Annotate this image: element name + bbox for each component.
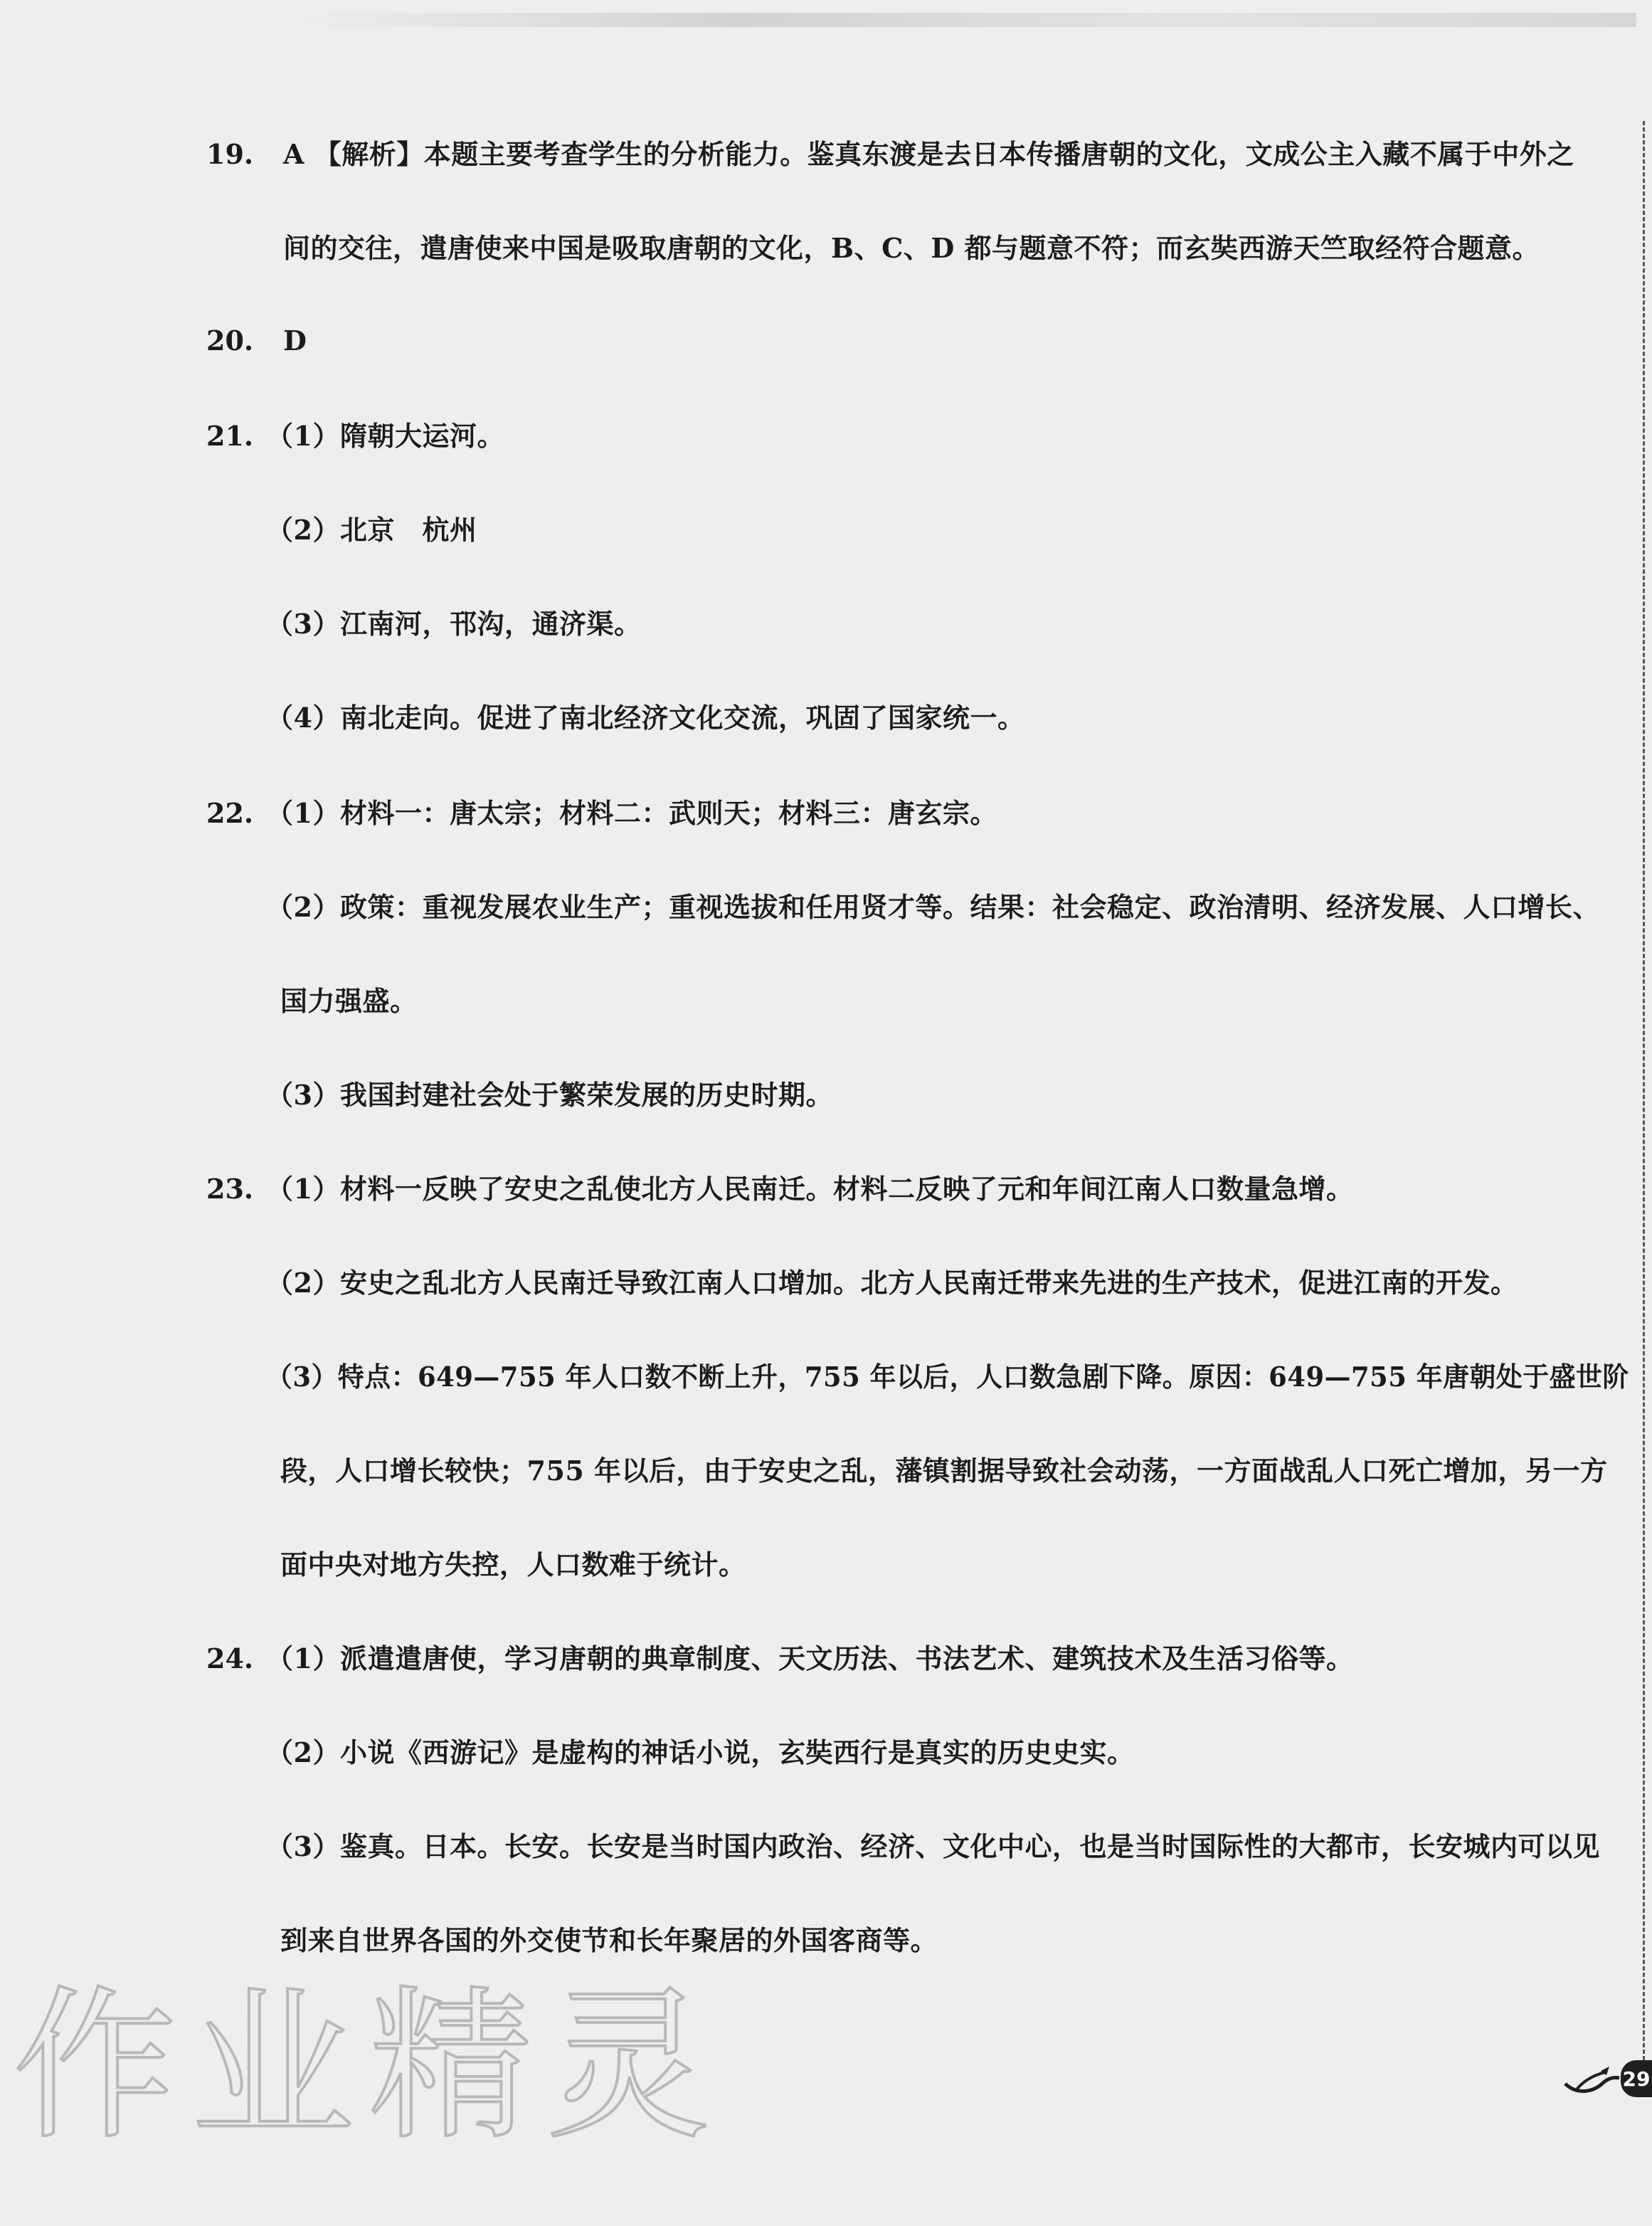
q24-part-1: （1）派遣遣唐使，学习唐朝的典章制度、天文历法、书法艺术、建筑技术及生活习俗等。 — [266, 1642, 1354, 1674]
q24-part-2: （2）小说《西游记》是虚构的神话小说，玄奘西行是真实的历史史实。 — [266, 1736, 1135, 1768]
q23-part-3a: （3）特点：649—755 年人口数不断上升，755 年以后，人口数急剧下降。原因：649—755 年唐朝处于盛世阶 — [266, 1361, 1629, 1393]
q21-part-3: （3）江南河，邗沟，通济渠。 — [266, 608, 642, 640]
q22-part-3: （3）我国封建社会处于繁荣发展的历史时期。 — [266, 1079, 833, 1111]
q23-part-3c: 面中央对地方失控，人口数难于统计。 — [280, 1549, 746, 1581]
q23-part-1: （1）材料一反映了安史之乱使北方人民南迁。材料二反映了元和年间江南人口数量急增。 — [266, 1173, 1354, 1205]
q19-line-1: A 【解析】本题主要考查学生的分析能力。鉴真东渡是去日本传播唐朝的文化，文成公主入藏不属于中外之 — [283, 138, 1574, 170]
q21-part-2: （2）北京 杭州 — [266, 514, 477, 546]
q21-number: 21. — [206, 420, 254, 452]
q24-part-3b: 到来自世界各国的外交使节和长年聚居的外国客商等。 — [280, 1924, 938, 1956]
scan-artifact — [285, 13, 1636, 27]
q21-part-4: （4）南北走向。促进了南北经济文化交流，巩固了国家统一。 — [266, 702, 1025, 734]
q21-part-1: （1）隋朝大运河。 — [266, 420, 504, 452]
cut-line — [1643, 121, 1645, 2092]
q24-number: 24. — [206, 1642, 254, 1674]
q23-part-3b: 段，人口增长较快；755 年以后，由于安史之乱，藩镇割据导致社会动荡，一方面战乱人口死亡增加，另一方 — [280, 1455, 1608, 1487]
q23-part-2: （2）安史之乱北方人民南迁导致江南人口增加。北方人民南迁带来先进的生产技术，促进江南的开发。 — [266, 1267, 1518, 1299]
q20-line-1: D — [283, 325, 307, 357]
q22-number: 22. — [206, 797, 254, 829]
q24-part-3a: （3）鉴真。日本。长安。长安是当时国内政治、经济、文化中心，也是当时国际性的大都市，长安城内可以见 — [266, 1830, 1600, 1862]
q19-number: 19. — [206, 138, 254, 170]
q23-number: 23. — [206, 1173, 254, 1205]
page-ornament-icon — [1562, 2062, 1621, 2098]
q22-part-2b: 国力强盛。 — [280, 985, 418, 1017]
q22-part-1: （1）材料一：唐太宗；材料二：武则天；材料三：唐玄宗。 — [266, 797, 997, 829]
watermark: 作业精灵 — [13, 1972, 725, 2162]
page-number: 29 — [1621, 2060, 1652, 2097]
q19-line-2: 间的交往，遣唐使来中国是吸取唐朝的文化，B、C、D 都与题意不符；而玄奘西游天竺取经符合题意。 — [283, 232, 1540, 264]
q20-number: 20. — [206, 325, 254, 357]
q22-part-2a: （2）政策：重视发展农业生产；重视选拔和任用贤才等。结果：社会稳定、政治清明、经济发展、人口增长、 — [266, 891, 1600, 923]
